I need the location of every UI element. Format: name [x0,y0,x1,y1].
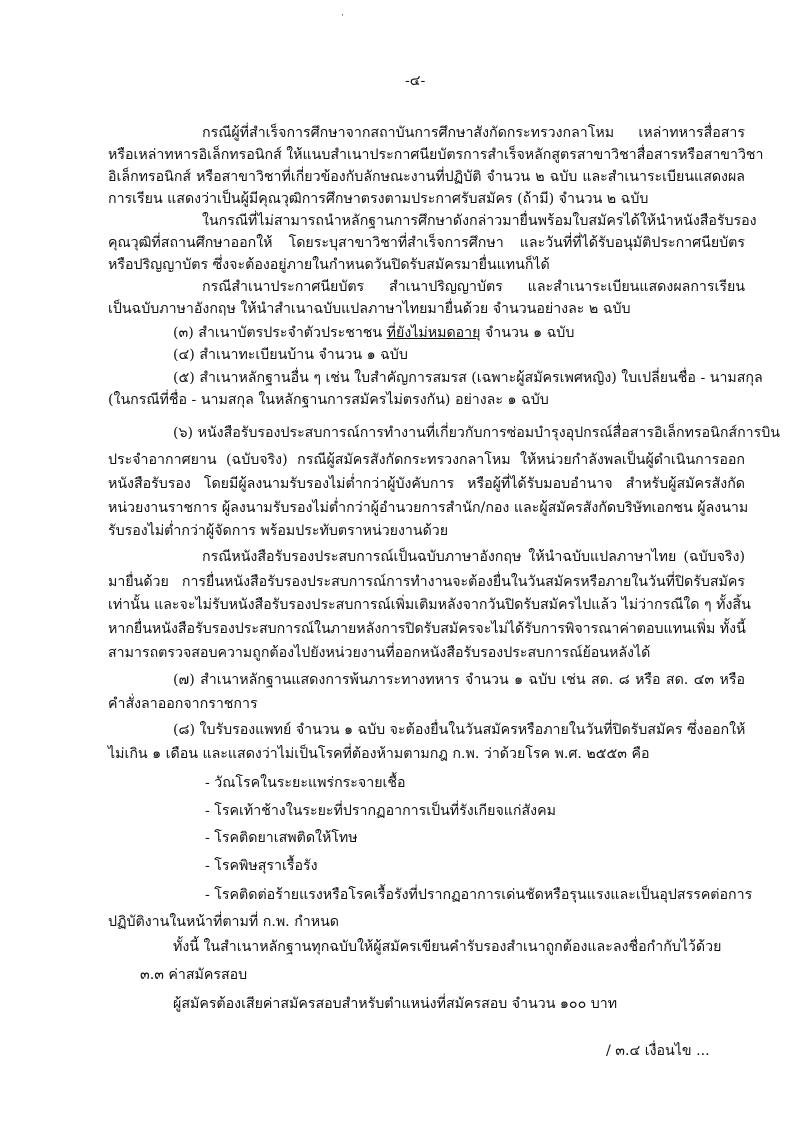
paragraph-line: หน่วยงานราชการ ผู้ลงนามรับรองไม่ต่ำกว่าผู้อำนวยการสำนัก/กอง และผู้สมัครสังกัดบริษัทเอกชน ผู้ลงนาม [108,500,749,516]
disease-item: - วัณโรคในระยะแพร่กระจายเชื้อ [205,775,406,791]
paragraph-line: ประจำอากาศยาน (ฉบับจริง) กรณีผู้สมัครสังกัดกระทรวงกลาโหม ให้หน่วยกำลังพลเป็นผู้ดำเนินการออก [108,452,745,468]
id-card-validity-note: ที่ยังไม่หมดอายุ [386,325,481,341]
paragraph-line: หรือเหล่าทหารอิเล็กทรอนิกส์ ให้แนบสำเนาประกาศนียบัตรการสำเร็จหลักสูตรสาขาวิชาสื่อสารหรือสาขาวิชา [108,147,764,163]
list-item-8: (๘) ใบรับรองแพทย์ จำนวน ๑ ฉบับ จะต้องยื่นในวันสมัครหรือภายในวันที่ปิดรับสมัคร ซึ่งออกให้ [173,722,746,738]
disease-item: - โรคเท้าช้างในระยะที่ปรากฏอาการเป็นที่รังเกียจแก่สังคม [205,803,556,819]
list-item-5: (๕) สำเนาหลักฐานอื่น ๆ เช่น ใบสำคัญการสมรส (เฉพาะผู้สมัครเพศหญิง) ใบเปลี่ยนชื่อ - นามสกุล [173,370,763,386]
paragraph-line: กรณีผู้ที่สำเร็จการศึกษาจากสถาบันการศึกษาสังกัดกระทรวงกลาโหม เหล่าทหารสื่อสาร [202,125,745,141]
paragraph-line: กรณีหนังสือรับรองประสบการณ์เป็นฉบับภาษาอังกฤษ ให้นำฉบับแปลภาษาไทย (ฉบับจริง) [202,549,745,565]
paragraph-line: เป็นฉบับภาษาอังกฤษ ให้นำสำเนาฉบับแปลภาษาไทยมายื่นด้วย จำนวนอย่างละ ๒ ฉบับ [108,301,631,317]
paragraph-line: สามารถตรวจสอบความถูกต้องไปยังหน่วยงานที่ออกหนังสือรับรองประสบการณ์ย้อนหลังได้ [108,645,651,661]
paragraph-line: คำสั่งลาออกจากราชการ [108,696,258,712]
paragraph-line: รับรองไม่ต่ำกว่าผู้จัดการ พร้อมประทับตราหน่วยงานด้วย [108,523,449,539]
paragraph-line: กรณีสำเนาประกาศนียบัตร สำเนาปริญญาบัตร และสำเนาระเบียนแสดงผลการเรียน [202,279,745,295]
paragraph-line: ในกรณีที่ไม่สามารถนำหลักฐานการศึกษาดังกล่าวมายื่นพร้อมใบสมัครได้ให้นำหนังสือรับรอง [202,213,757,229]
paragraph-line: (ในกรณีที่ชื่อ - นามสกุล ในหลักฐานการสมัครไม่ตรงกัน) อย่างละ ๑ ฉบับ [108,392,549,408]
certification-note: ทั้งนี้ ในสำเนาหลักฐานทุกฉบับให้ผู้สมัครเขียนคำรับรองสำเนาถูกต้องและลงชื่อกำกับไว้ด้วย [173,939,722,955]
list-item-7: (๗) สำเนาหลักฐานแสดงการพ้นภาระทางทหาร จำนวน ๑ ฉบับ เช่น สด. ๘ หรือ สด. ๔๓ หรือ [173,672,745,688]
disease-item: - โรคพิษสุราเรื้อรัง [205,858,318,874]
scan-dot-mark: ˙ [340,14,345,25]
disease-item: - โรคติดต่อร้ายแรงหรือโรคเรื้อรังที่ปรากฏอาการเด่นชัดหรือรุนแรงและเป็นอุปสรรคต่อการ [205,887,753,903]
paragraph-line: หนังสือรับรอง โดยมีผู้ลงนามรับรองไม่ต่ำกว่าผู้บังคับการ หรือผู้ที่ได้รับมอบอำนาจ สำหรับผู้สมัครสังกัด [108,476,745,492]
paragraph-line: การเรียน แสดงว่าเป็นผู้มีคุณวุฒิการศึกษาตรงตามประกาศรับสมัคร (ถ้ามี) จำนวน ๒ ฉบับ [108,191,649,207]
fee-line: ผู้สมัครต้องเสียค่าสมัครสอบสำหรับตำแหน่งที่สมัครสอบ จำนวน ๑๐๐ บาท [173,996,618,1012]
paragraph-line: หรือปริญญาบัตร ซึ่งจะต้องอยู่ภายในกำหนดวันปิดรับสมัครมายื่นแทนก็ได้ [108,257,550,273]
paragraph-line: ไม่เกิน ๑ เดือน และแสดงว่าไม่เป็นโรคที่ต้องห้ามตามกฎ ก.พ. ว่าด้วยโรค พ.ศ. ๒๕๕๓ คือ [108,746,650,762]
disease-item: - โรคติดยาเสพติดให้โทษ [205,830,358,846]
list-item-4: (๔) สำเนาทะเบียนบ้าน จำนวน ๑ ฉบับ [173,347,408,363]
continuation-marker: / ๓.๔ เงื่อนไข ... [606,1043,710,1059]
paragraph-line: มายื่นด้วย การยื่นหนังสือรับรองประสบการณ์การทำงานจะต้องยื่นในวันสมัครหรือภายในวันที่ปิดรับสมัคร [108,574,745,590]
paragraph-line: เท่านั้น และจะไม่รับหนังสือรับรองประสบการณ์เพิ่มเติมหลังจากวันปิดรับสมัครไปแล้ว ไม่ว่ากรณีใด ๆ ทั้งสิ้น [108,597,751,613]
section-heading-3-3: ๓.๓ ค่าสมัครสอบ [140,967,248,983]
page-number: -๔- [405,73,426,89]
list-item-6: (๖) หนังสือรับรองประสบการณ์การทำงานที่เกี่ยวกับการซ่อมบำรุงอุปกรณ์สื่อสารอิเล็กทรอนิกส์การบิน [173,425,780,441]
list-item-3 [173,324,574,342]
paragraph-line: อิเล็กทรอนิกส์ หรือสาขาวิชาที่เกี่ยวข้องกับลักษณะงานที่ปฏิบัติ จำนวน ๒ ฉบับ และสำเนาระเบียนแสดงผล [108,169,745,185]
paragraph-line: หากยื่นหนังสือรับรองประสบการณ์ในภายหลังการปิดรับสมัครจะไม่ได้รับการพิจารณาค่าตอบแทนเพิ่ม ทั้งนี้ [108,621,746,637]
paragraph-line: ปฏิบัติงานในหน้าที่ตามที่ ก.พ. กำหนด [108,914,340,930]
id-card-count: จำนวน ๑ ฉบับ [480,325,575,341]
paragraph-line: คุณวุฒิที่สถานศึกษาออกให้ โดยระบุสาขาวิชาที่สำเร็จการศึกษา และวันที่ที่ได้รับอนุมัติประกาศนียบัตร [108,235,745,251]
list-item-3-text: (๓) สำเนาบัตรประจำตัวประชาชน [173,325,383,341]
